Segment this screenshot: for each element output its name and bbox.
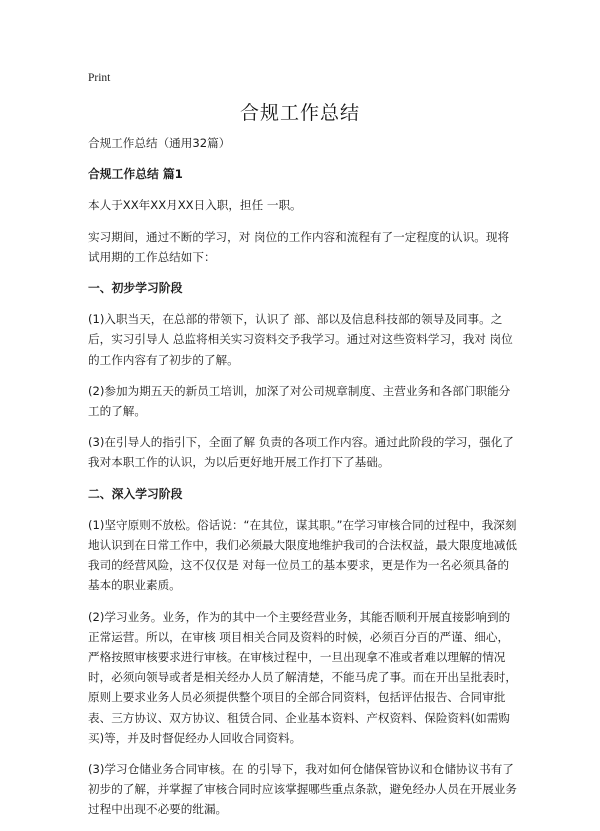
part2-heading: 二、深入学习阶段 bbox=[88, 486, 183, 501]
print-label: Print bbox=[88, 72, 111, 84]
document-body bbox=[88, 133, 518, 831]
part1-item: (3)在引导人的指引下，全面了解 负责的各项工作内容。通过此阶段的学习，强化了我对本职工作的认识，为以后更好地开展工作打下了基础。 bbox=[88, 435, 514, 470]
part1-item: (1)入职当天，在总部的带领下，认识了 部、部以及信息科技部的领导及同事。之后，实习引导人 总监将相关实习资料交予我学习。通过对这些资料学习，我对 岗位的工作内容有了初步的了解。 bbox=[88, 312, 513, 367]
section-heading: 合规工作总结 篇1 bbox=[88, 167, 183, 182]
part1-item: (2)参加为期五天的新员工培训，加深了对公司规章制度、主营业务和各部门职能分工的了解。 bbox=[88, 383, 511, 419]
part2-item: (3)学习仓储业务合同审核。在 的引导下，我对如何仓储保管协议和仓储协议书有了初步的了解，并掌握了审核合同时应该掌握哪些重点条款，避免经办人员在开展业务过程中出现不必要的纰漏。 bbox=[88, 762, 517, 817]
part1-heading: 一、初步学习阶段 bbox=[88, 281, 183, 296]
intro-paragraph-1: 本人于XX年XX月XX日入职，担任 一职。 bbox=[88, 198, 302, 213]
part2-item: (1)坚守原则不放松。俗话说：“在其位，谋其职。”在学习审核合同的过程中，我深刻地认识到在日常工作中，我们必须最大限度地维护我司的合法权益，最大限度地减低我司的经营风险，这不仅仅是 对每一位员工的基本要求，更是作为一名必须具备的基本的职业素质。 bbox=[88, 517, 517, 593]
part2-item: (2)学习业务。业务，作为的其中一个主要经营业务，其能否顺利开展直接影响到的正常运营。所以，在审核 项目相关合同及资料的时候，必须百分百的严谨、细心，严格按照审核要求进行审核。在审核过程中，一旦出现拿不准或者难以理解的情况时，必须向领导或者是相关经办人员了解清楚，不能马虎了事。而在开出呈批表时，原则上要求业务人员必须提供整个项目的全部合同资料，包括评估报告、合同审批表、三方协议、双方协议、租赁合同、企业基本资料、产权资料、保险资料(如需购买)等，并及时督促经办人回收合同资料。 bbox=[88, 609, 517, 745]
document-subtitle: 合规工作总结（通用32篇） bbox=[88, 136, 231, 150]
document-title: 合规工作总结 bbox=[239, 102, 360, 124]
intro-paragraph-2: 实习期间，通过不断的学习，对 岗位的工作内容和流程有了一定程度的认识。现将试用期的工作总结如下： bbox=[88, 229, 510, 264]
